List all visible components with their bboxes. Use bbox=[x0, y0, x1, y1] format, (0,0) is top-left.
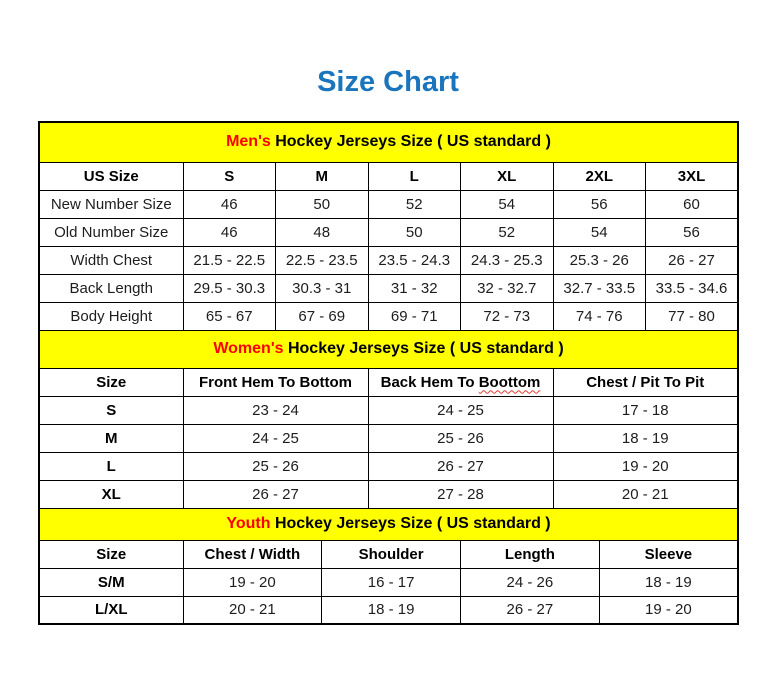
size-value-cell: 50 bbox=[276, 190, 369, 218]
size-value-cell: 24 - 25 bbox=[183, 424, 368, 452]
womens-accent-label: Women's bbox=[213, 340, 284, 357]
size-value-cell: 65 - 67 bbox=[183, 302, 276, 330]
youth-section-row bbox=[39, 508, 738, 540]
youth-section-title: Hockey Jerseys Size ( US standard ) bbox=[270, 515, 551, 532]
mens-col-header: M bbox=[276, 162, 369, 190]
womens-col-header: Front Hem To Bottom bbox=[183, 368, 368, 396]
size-value-cell: 48 bbox=[276, 218, 369, 246]
size-value-cell: 77 - 80 bbox=[646, 302, 739, 330]
size-value-cell: 46 bbox=[183, 190, 276, 218]
mens-section-title: Hockey Jerseys Size ( US standard ) bbox=[270, 133, 551, 151]
mens-data-row bbox=[39, 274, 738, 302]
mens-section-header bbox=[39, 122, 738, 162]
mens-col-header: 2XL bbox=[553, 162, 646, 190]
row-label: Width Chest bbox=[39, 246, 183, 274]
size-value-cell: 60 bbox=[646, 190, 739, 218]
womens-data-row bbox=[39, 396, 738, 424]
size-value-cell: 31 - 32 bbox=[368, 274, 461, 302]
size-chart-table bbox=[38, 121, 739, 625]
mens-data-row bbox=[39, 218, 738, 246]
size-value-cell: 69 - 71 bbox=[368, 302, 461, 330]
size-value-cell: 18 - 19 bbox=[553, 424, 738, 452]
size-value-cell: 25.3 - 26 bbox=[553, 246, 646, 274]
mens-accent-label: Men's bbox=[226, 133, 271, 151]
size-value-cell: 32.7 - 33.5 bbox=[553, 274, 646, 302]
womens-col-header: Chest / Pit To Pit bbox=[553, 368, 738, 396]
size-value-cell: 52 bbox=[368, 190, 461, 218]
size-value-cell: 19 - 20 bbox=[599, 596, 738, 624]
size-value-cell: 18 - 19 bbox=[322, 596, 461, 624]
mens-data-row bbox=[39, 246, 738, 274]
size-value-cell: 21.5 - 22.5 bbox=[183, 246, 276, 274]
size-value-cell: 52 bbox=[461, 218, 554, 246]
youth-header-row bbox=[39, 540, 738, 568]
size-value-cell: 72 - 73 bbox=[461, 302, 554, 330]
youth-col-header: Length bbox=[461, 540, 600, 568]
size-value-cell: 19 - 20 bbox=[553, 452, 738, 480]
youth-col-header: Chest / Width bbox=[183, 540, 322, 568]
size-value-cell: 26 - 27 bbox=[461, 596, 600, 624]
size-value-cell: 16 - 17 bbox=[322, 568, 461, 596]
size-value-cell: 24.3 - 25.3 bbox=[461, 246, 554, 274]
row-label: XL bbox=[39, 480, 183, 508]
misspelled-word: Boottom bbox=[478, 373, 541, 391]
size-value-cell: 30.3 - 31 bbox=[276, 274, 369, 302]
size-value-cell: 46 bbox=[183, 218, 276, 246]
mens-col-header: L bbox=[368, 162, 461, 190]
size-value-cell: 25 - 26 bbox=[368, 424, 553, 452]
mens-data-row bbox=[39, 190, 738, 218]
mens-data-row bbox=[39, 302, 738, 330]
size-value-cell: 33.5 - 34.6 bbox=[646, 274, 739, 302]
womens-col-header-text: Back Hem To bbox=[380, 373, 479, 391]
size-value-cell: 23 - 24 bbox=[183, 396, 368, 424]
youth-col-header: Shoulder bbox=[322, 540, 461, 568]
row-label: Back Length bbox=[39, 274, 183, 302]
size-value-cell: 56 bbox=[646, 218, 739, 246]
womens-data-row bbox=[39, 452, 738, 480]
size-value-cell: 27 - 28 bbox=[368, 480, 553, 508]
womens-col-header bbox=[368, 368, 553, 396]
size-value-cell: 54 bbox=[461, 190, 554, 218]
mens-col-header: S bbox=[183, 162, 276, 190]
size-value-cell: 26 - 27 bbox=[368, 452, 553, 480]
womens-section-title: Hockey Jerseys Size ( US standard ) bbox=[283, 340, 564, 357]
size-value-cell: 50 bbox=[368, 218, 461, 246]
size-value-cell: 19 - 20 bbox=[183, 568, 322, 596]
size-value-cell: 26 - 27 bbox=[183, 480, 368, 508]
size-value-cell: 18 - 19 bbox=[599, 568, 738, 596]
womens-data-row bbox=[39, 424, 738, 452]
size-value-cell: 25 - 26 bbox=[183, 452, 368, 480]
row-label: S bbox=[39, 396, 183, 424]
size-value-cell: 20 - 21 bbox=[553, 480, 738, 508]
size-value-cell: 24 - 25 bbox=[368, 396, 553, 424]
row-label: M bbox=[39, 424, 183, 452]
womens-section-row bbox=[39, 330, 738, 368]
size-value-cell: 29.5 - 30.3 bbox=[183, 274, 276, 302]
womens-header-row bbox=[39, 368, 738, 396]
youth-accent-label: Youth bbox=[226, 515, 271, 532]
size-value-cell: 56 bbox=[553, 190, 646, 218]
row-label: L/XL bbox=[39, 596, 183, 624]
page-title: Size Chart bbox=[317, 66, 459, 98]
womens-data-row bbox=[39, 480, 738, 508]
mens-col-header: 3XL bbox=[646, 162, 739, 190]
size-value-cell: 17 - 18 bbox=[553, 396, 738, 424]
size-value-cell: 23.5 - 24.3 bbox=[368, 246, 461, 274]
youth-section-header bbox=[39, 508, 738, 540]
size-value-cell: 32 - 32.7 bbox=[461, 274, 554, 302]
youth-data-row bbox=[39, 568, 738, 596]
row-label: New Number Size bbox=[39, 190, 183, 218]
womens-col-header: Size bbox=[39, 368, 183, 396]
size-value-cell: 20 - 21 bbox=[183, 596, 322, 624]
size-value-cell: 24 - 26 bbox=[461, 568, 600, 596]
size-value-cell: 67 - 69 bbox=[276, 302, 369, 330]
row-label: S/M bbox=[39, 568, 183, 596]
mens-col-header: XL bbox=[461, 162, 554, 190]
row-label: Body Height bbox=[39, 302, 183, 330]
youth-col-header: Sleeve bbox=[599, 540, 738, 568]
size-value-cell: 26 - 27 bbox=[646, 246, 739, 274]
youth-col-header: Size bbox=[39, 540, 183, 568]
womens-section-header bbox=[39, 330, 738, 368]
mens-section-row bbox=[39, 122, 738, 162]
size-value-cell: 54 bbox=[553, 218, 646, 246]
mens-header-row bbox=[39, 162, 738, 190]
size-value-cell: 22.5 - 23.5 bbox=[276, 246, 369, 274]
row-label: L bbox=[39, 452, 183, 480]
youth-data-row bbox=[39, 596, 738, 624]
mens-col-header: US Size bbox=[39, 162, 183, 190]
row-label: Old Number Size bbox=[39, 218, 183, 246]
size-value-cell: 74 - 76 bbox=[553, 302, 646, 330]
